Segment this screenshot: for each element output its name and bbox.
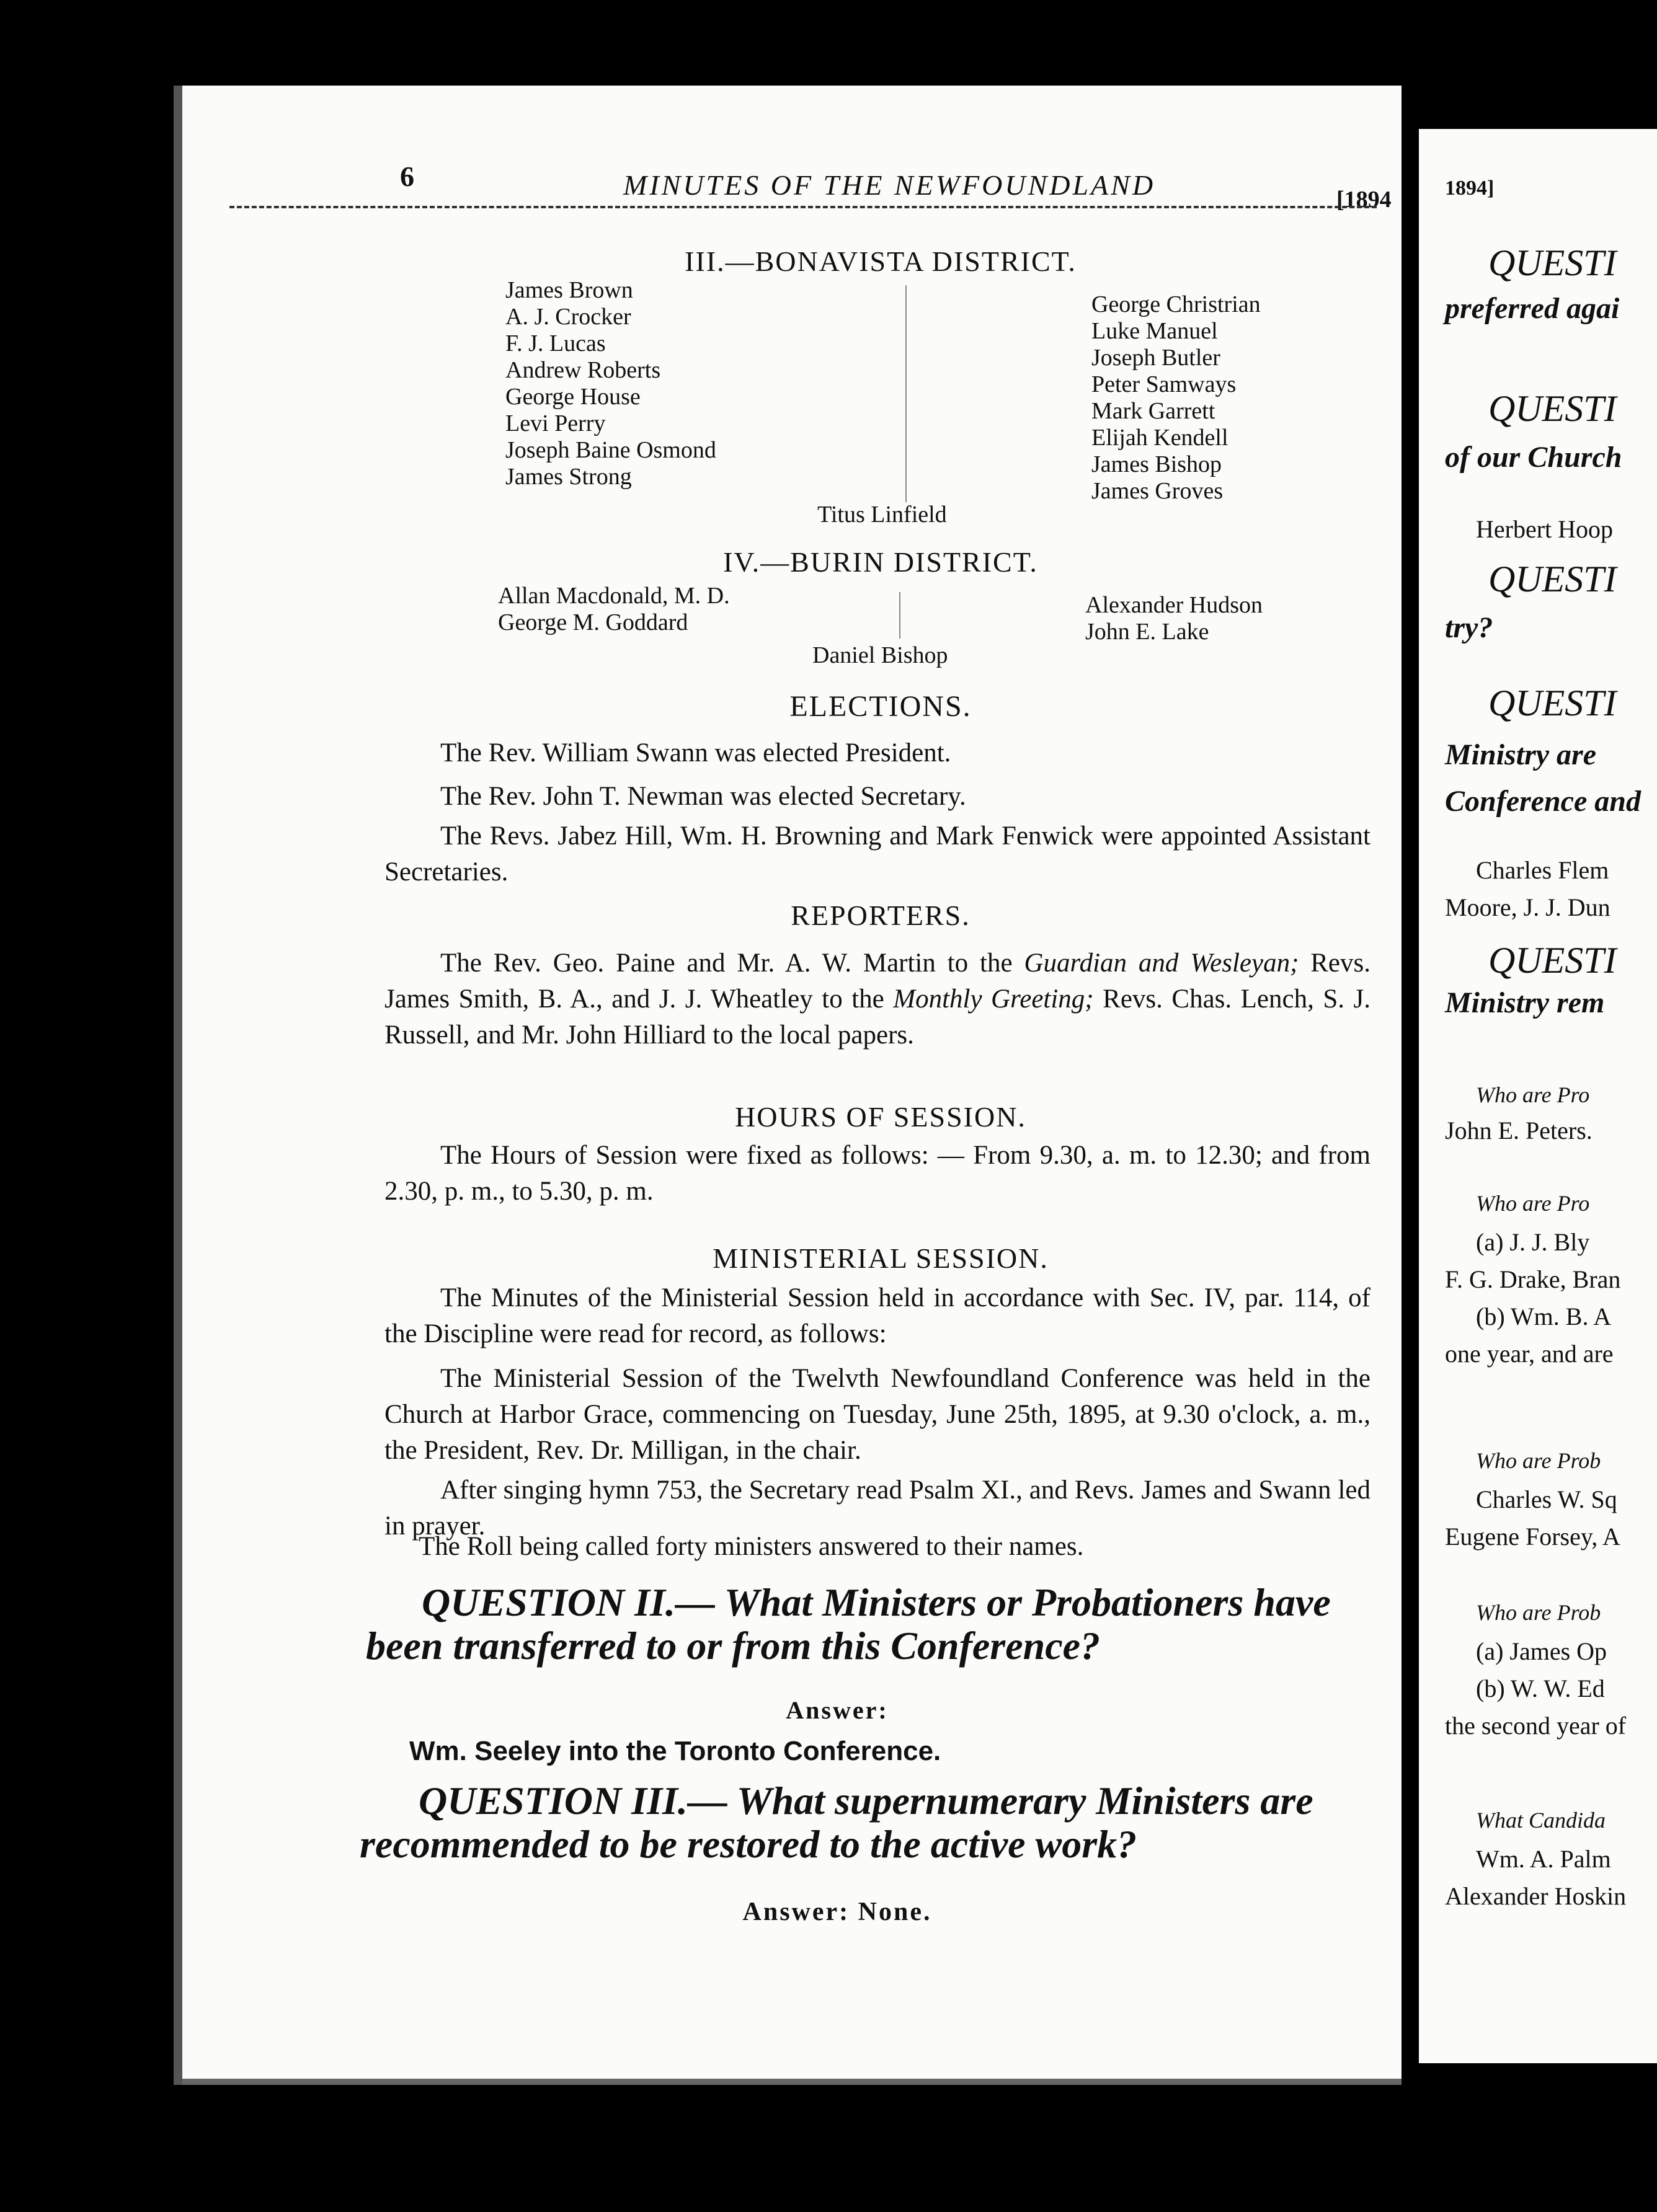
name: Luke Manuel (1091, 318, 1218, 344)
burin-center-name: Daniel Bishop (812, 642, 948, 668)
facing-page-line: (a) J. J. Bly (1476, 1228, 1590, 1256)
name: Alexander Hudson (1085, 592, 1263, 618)
elections-heading: ELECTIONS. (789, 690, 972, 723)
elections-line: The Rev. John T. Newman was elected Secretary. (440, 782, 966, 811)
ministerial-heading: MINISTERIAL SESSION. (713, 1242, 1049, 1274)
facing-page-line: Who are Prob (1476, 1448, 1601, 1473)
column-divider (899, 592, 900, 639)
facing-page-line: Wm. A. Palm (1476, 1845, 1611, 1873)
facing-page-line: preferred agai (1445, 292, 1620, 325)
reporters-paragraph (384, 945, 1370, 1053)
running-head: MINUTES OF THE NEWFOUNDLAND (623, 169, 1156, 201)
facing-page-line: Ministry are (1445, 738, 1597, 771)
name: Joseph Butler (1091, 345, 1220, 371)
burin-left-names (498, 583, 730, 636)
burin-heading: IV.—BURIN DISTRICT. (723, 546, 1038, 578)
bonavista-heading: III.—BONAVISTA DISTRICT. (685, 246, 1077, 277)
reporters-paper-name: Guardian and Wesleyan; (1024, 949, 1299, 978)
name: James Bishop (1091, 451, 1222, 477)
hours-heading: HOURS OF SESSION. (735, 1101, 1026, 1133)
name: Elijah Kendell (1091, 425, 1228, 451)
facing-page-line: QUESTI (1488, 388, 1617, 429)
name: Andrew Roberts (505, 357, 661, 383)
facing-page-line: one year, and are (1445, 1340, 1614, 1368)
name: James Groves (1091, 478, 1224, 504)
name: Allan Macdonald, M. D. (498, 583, 730, 609)
header-rule (229, 206, 1377, 208)
reporters-text: Revs. Chas. Lench, S. J. Russell, and Mr. John Hilliard to the local papers. (384, 984, 1371, 1050)
facing-page-line: QUESTI (1488, 683, 1617, 723)
facing-page-line: (b) W. W. Ed (1476, 1674, 1605, 1702)
question-3-answer: Answer: None. (742, 1898, 932, 1926)
question-2-answer-label: Answer: (786, 1696, 889, 1724)
facing-page-line: F. G. Drake, Bran (1445, 1265, 1621, 1293)
facing-page-line: Moore, J. J. Dun (1445, 893, 1610, 921)
reporters-text: The Rev. Geo. Paine and Mr. A. W. Martin to the (440, 949, 1024, 978)
name: James Strong (505, 464, 632, 490)
facing-page-line: Charles W. Sq (1476, 1485, 1617, 1513)
reporters-paper-name: Monthly Greeting; (893, 984, 1094, 1014)
hours-paragraph: The Hours of Session were fixed as follows: — From 9.30, a. m. to 12.30; and from 2.30, p. m., to 5.30, p. m. (384, 1141, 1370, 1206)
bonavista-left-names (505, 277, 716, 490)
bonavista-right-names (1091, 291, 1261, 505)
burin-right-names (1085, 592, 1263, 645)
name: George M. Goddard (498, 609, 688, 635)
facing-page-line: John E. Peters. (1445, 1117, 1593, 1144)
facing-page-line: Conference and (1445, 785, 1641, 818)
ministerial-paragraph: After singing hymn 753, the Secretary read Psalm XI., and Revs. James and Swann led in prayer. (384, 1475, 1370, 1541)
question-2-answer: Wm. Seeley into the Toronto Conference. (409, 1736, 941, 1766)
facing-page-line: Charles Flem (1476, 856, 1609, 884)
name: A. J. Crocker (505, 304, 631, 330)
name: George Christrian (1091, 291, 1261, 317)
facing-page-line: Ministry rem (1445, 986, 1605, 1019)
bonavista-center-name: Titus Linfield (817, 502, 947, 528)
column-divider (905, 285, 907, 502)
facing-page-line: QUESTI (1488, 940, 1617, 981)
name: F. J. Lucas (505, 330, 606, 356)
question-2: QUESTION II.— What Ministers or Probationers have been transferred to or from this Conference? (366, 1580, 1331, 1668)
elections-line: The Revs. Jabez Hill, Wm. H. Browning and Mark Fenwick were appointed Assistant Secretaries. (384, 821, 1370, 887)
name: James Brown (505, 277, 633, 303)
facing-page-line: QUESTI (1488, 242, 1617, 283)
facing-page-line: Who are Pro (1476, 1191, 1590, 1216)
facing-page-line: Herbert Hoop (1476, 515, 1614, 543)
reporters-heading: REPORTERS. (791, 900, 971, 931)
name: Mark Garrett (1091, 398, 1215, 424)
question-3: QUESTION III.— What supernumerary Ministers are recommended to be restored to the active work? (360, 1779, 1313, 1866)
page-number: 6 (400, 161, 414, 192)
facing-page-line: QUESTI (1488, 559, 1617, 599)
facing-page-line: Eugene Forsey, A (1445, 1523, 1620, 1551)
facing-page-line: What Candida (1476, 1808, 1606, 1833)
name: Joseph Baine Osmond (505, 437, 716, 463)
year-bracket: [1894 (1336, 187, 1392, 213)
facing-page-line: Alexander Hoskin (1445, 1882, 1627, 1910)
facing-page-line: try? (1445, 611, 1493, 644)
ministerial-paragraph: The Minutes of the Ministerial Session held in accordance with Sec. IV, par. 114, of the Discipline were read for record, as follows: (384, 1283, 1370, 1348)
name: George House (505, 384, 641, 410)
ministerial-paragraph: The Roll being called forty ministers answered to their names. (419, 1532, 1084, 1561)
elections-line: The Rev. William Swann was elected President. (440, 738, 951, 768)
facing-page-line: of our Church (1445, 441, 1622, 474)
facing-page-line: the second year of (1445, 1712, 1627, 1740)
facing-page-line: Who are Pro (1476, 1082, 1590, 1107)
facing-page-line: (b) Wm. B. A (1476, 1303, 1612, 1330)
name: Peter Samways (1091, 371, 1237, 397)
facing-page-line: Who are Prob (1476, 1600, 1601, 1625)
facing-page-line: (a) James Op (1476, 1637, 1607, 1665)
name: John E. Lake (1085, 619, 1209, 645)
facing-year: 1894] (1445, 177, 1495, 200)
ministerial-paragraph: The Ministerial Session of the Twelvth Newfoundland Conference was held in the Church at Harbor Grace, commencing on Tuesday, June 25th, 1895, at 9.30 o'clock, a. m., the President, Rev. Dr. Milligan, in the chair. (384, 1364, 1370, 1465)
name: Levi Perry (505, 410, 606, 436)
reporters-text: Revs. James Smith, B. A., and J. J. Wheatley to the (384, 949, 1370, 1014)
